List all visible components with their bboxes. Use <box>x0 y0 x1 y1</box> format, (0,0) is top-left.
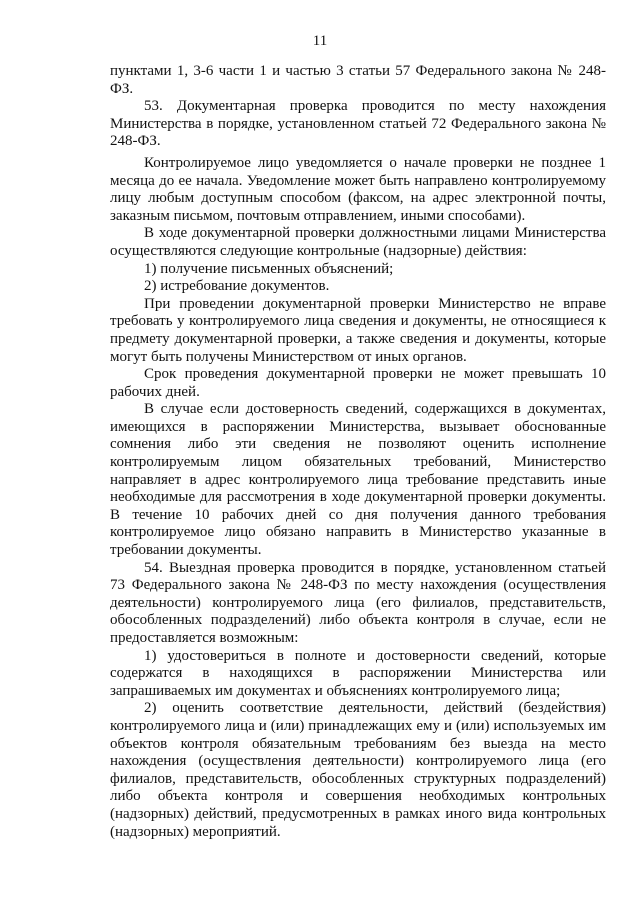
document-body <box>110 63 606 841</box>
paragraph-53: 53. Документарная проверка проводится по месту нахождения Министерства в порядке, установленном статьей 72 Федерального закона № 248-ФЗ. <box>110 98 606 150</box>
list-item: 2) истребование документов. <box>144 278 330 295</box>
paragraph: пунктами 1, 3-6 части 1 и частью 3 статьи 57 Федерального закона № 248-ФЗ. <box>110 63 606 97</box>
list-item: 1) удостовериться в полноте и достоверности сведений, которые содержатся в находящихся в распоряжении Министерства или запрашиваемых им документах и объяснениях контролируемого лица; <box>110 647 606 699</box>
paragraph: В случае если достоверность сведений, содержащихся в документах, имеющихся в распоряжении Министерства, вызывает обоснованные сомнения либо эти сведения не позволяют оценить исполнение контролируемым лицом обязательных требований, Министерство направляет в адрес контролируемого лица требование представить иные необходимые для рассмотрения в ходе документарной проверки документы. В течение 10 рабочих дней со дня получения данного требования контролируемое лицо обязано направить в Министерство указанные в требовании документы. <box>110 401 606 559</box>
list-item: 2) оценить соответствие деятельности, действий (бездействия) контролируемого лица и (или) принадлежащих ему и (или) используемых им объектов контроля обязательным требованиям без выезда на место нахождения (осуществления деятельности) контролируемого лица (его филиалов, представительств, обособленных структурных подразделений) либо объекта контроля и совершения необходимых контрольных (надзорных) действий, предусмотренных в рамках иного вида контрольных (надзорных) мероприятий. <box>110 700 606 840</box>
paragraph: Контролируемое лицо уведомляется о начале проверки не позднее 1 месяца до ее начала. Уведомление может быть направлено контролируемому лицу любым доступным способом (факсом, на адрес электронной почты, заказным письмом, почтовым отправлением, иными способами). <box>110 154 606 224</box>
page-number: 11 <box>312 33 328 49</box>
paragraph: При проведении документарной проверки Министерство не вправе требовать у контролируемого лица сведения и документы, не относящиеся к предмету документарной проверки, а также сведения и документы, которые могут быть получены Министерством от иных органов. <box>110 295 606 365</box>
list-item: 1) получение письменных объяснений; <box>144 260 394 277</box>
paragraph: Срок проведения документарной проверки не может превышать 10 рабочих дней. <box>110 366 606 400</box>
paragraph: В ходе документарной проверки должностными лицами Министерства осуществляются следующие контрольные (надзорные) действия: <box>110 225 606 259</box>
paragraph-54: 54. Выездная проверка проводится в порядке, установленном статьей 73 Федерального закона № 248-ФЗ по месту нахождения (осуществления деятельности) контролируемого лица (его филиалов, представительств, обособленных подразделений) либо объекта контроля в случае, если не предоставляется возможным: <box>110 559 606 646</box>
